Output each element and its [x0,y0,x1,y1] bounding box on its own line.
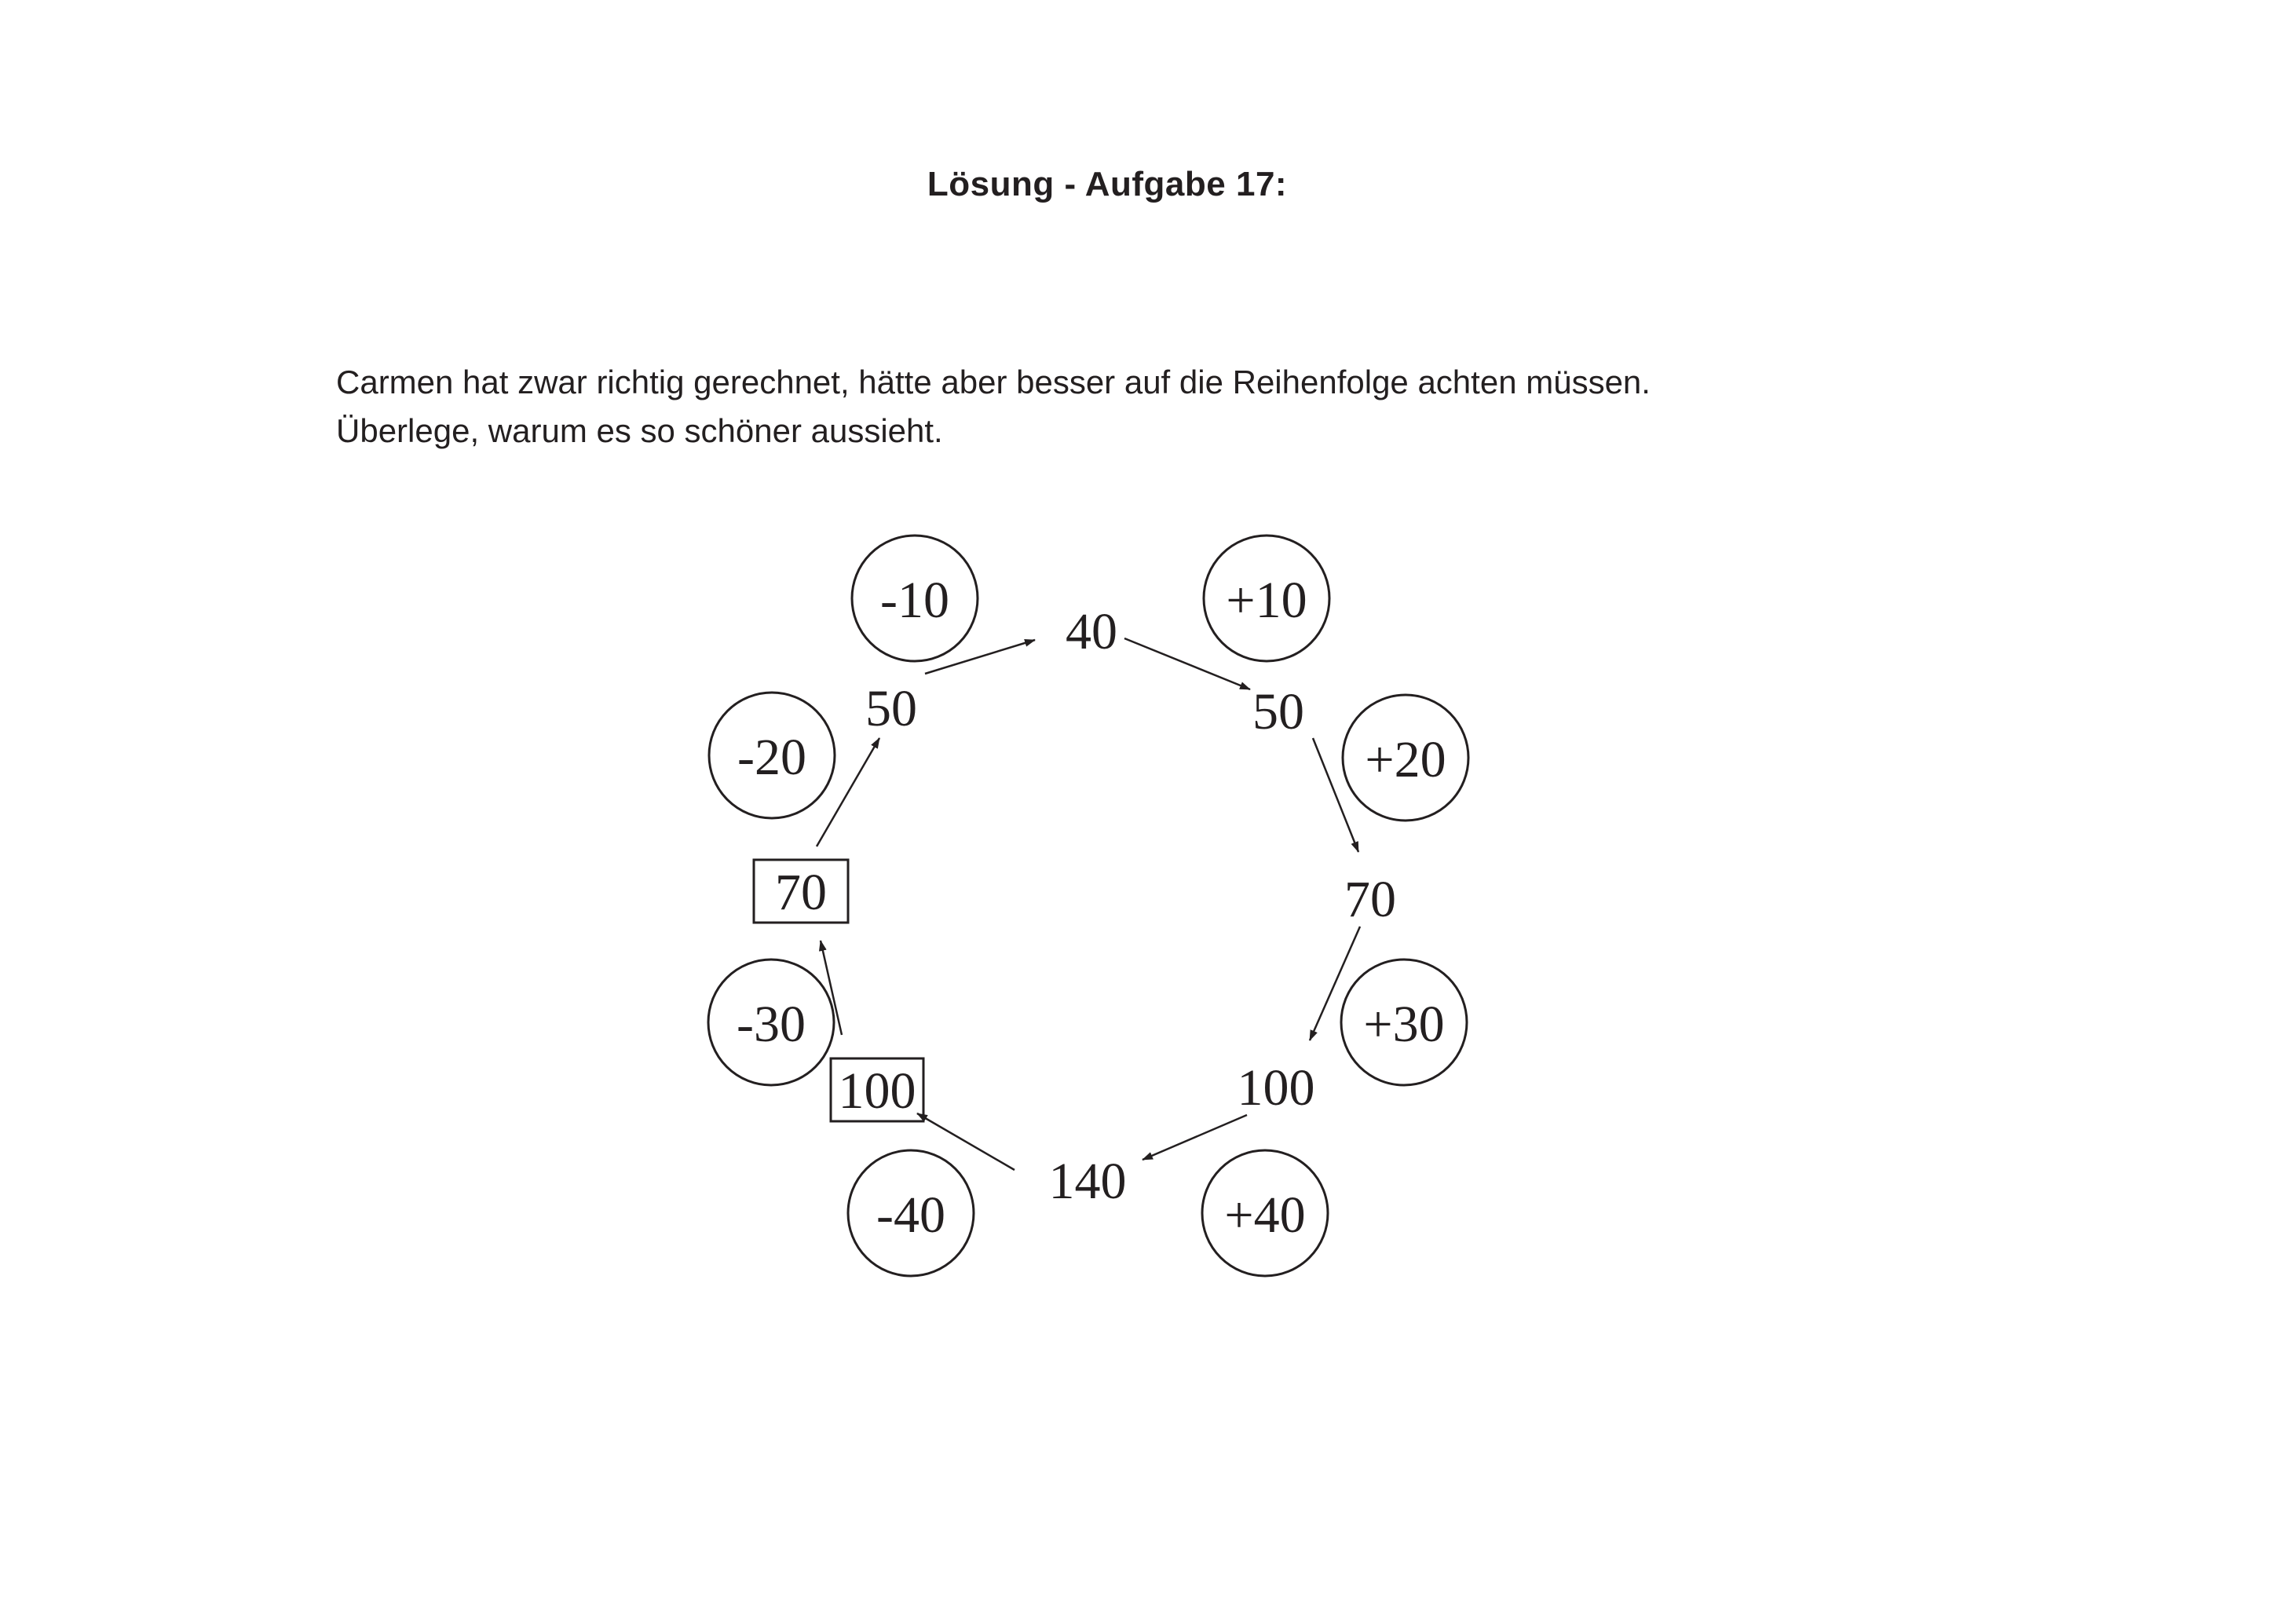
page-title: Lösung - Aufgabe 17: [927,165,1288,203]
instruction-line-1: Carmen hat zwar richtig gerechnet, hätte aber besser auf die Reihenfolge achten müssen. [336,364,1651,400]
number-top: 40 [1066,603,1117,660]
arrow [1143,1115,1247,1160]
number-left-1: 50 [865,680,917,737]
arrow [1310,927,1360,1040]
operator-minus-10 [852,536,978,661]
operator-plus-40 [1202,1150,1328,1276]
instruction-line-2: Überlege, warum es so schöner aussieht. [336,412,943,449]
operator-label: +40 [1224,1186,1306,1244]
number-right-3: 100 [1237,1059,1315,1117]
operator-label: +10 [1226,572,1307,629]
operator-label: -20 [737,729,806,786]
operator-label: +30 [1363,996,1445,1053]
operator-label: -40 [876,1186,945,1244]
number-left-2: 70 [775,864,827,921]
operator-plus-10 [1204,536,1329,661]
operator-label: +20 [1365,731,1446,788]
operator-label: -30 [737,996,806,1053]
arrow [1313,738,1358,852]
operator-plus-20 [1343,695,1468,821]
operator-minus-20 [709,693,835,818]
operator-label: -10 [880,572,949,629]
arrow [817,738,879,846]
arrow [1124,638,1250,689]
number-bottom: 140 [1048,1153,1127,1210]
arrow [925,640,1035,674]
number-right-2: 70 [1344,871,1396,928]
number-left-3: 100 [838,1062,916,1120]
operator-plus-30 [1341,960,1467,1085]
operator-minus-30 [708,960,834,1085]
arrow [917,1113,1015,1170]
number-right-1: 50 [1252,683,1304,740]
operator-minus-40 [848,1150,974,1276]
